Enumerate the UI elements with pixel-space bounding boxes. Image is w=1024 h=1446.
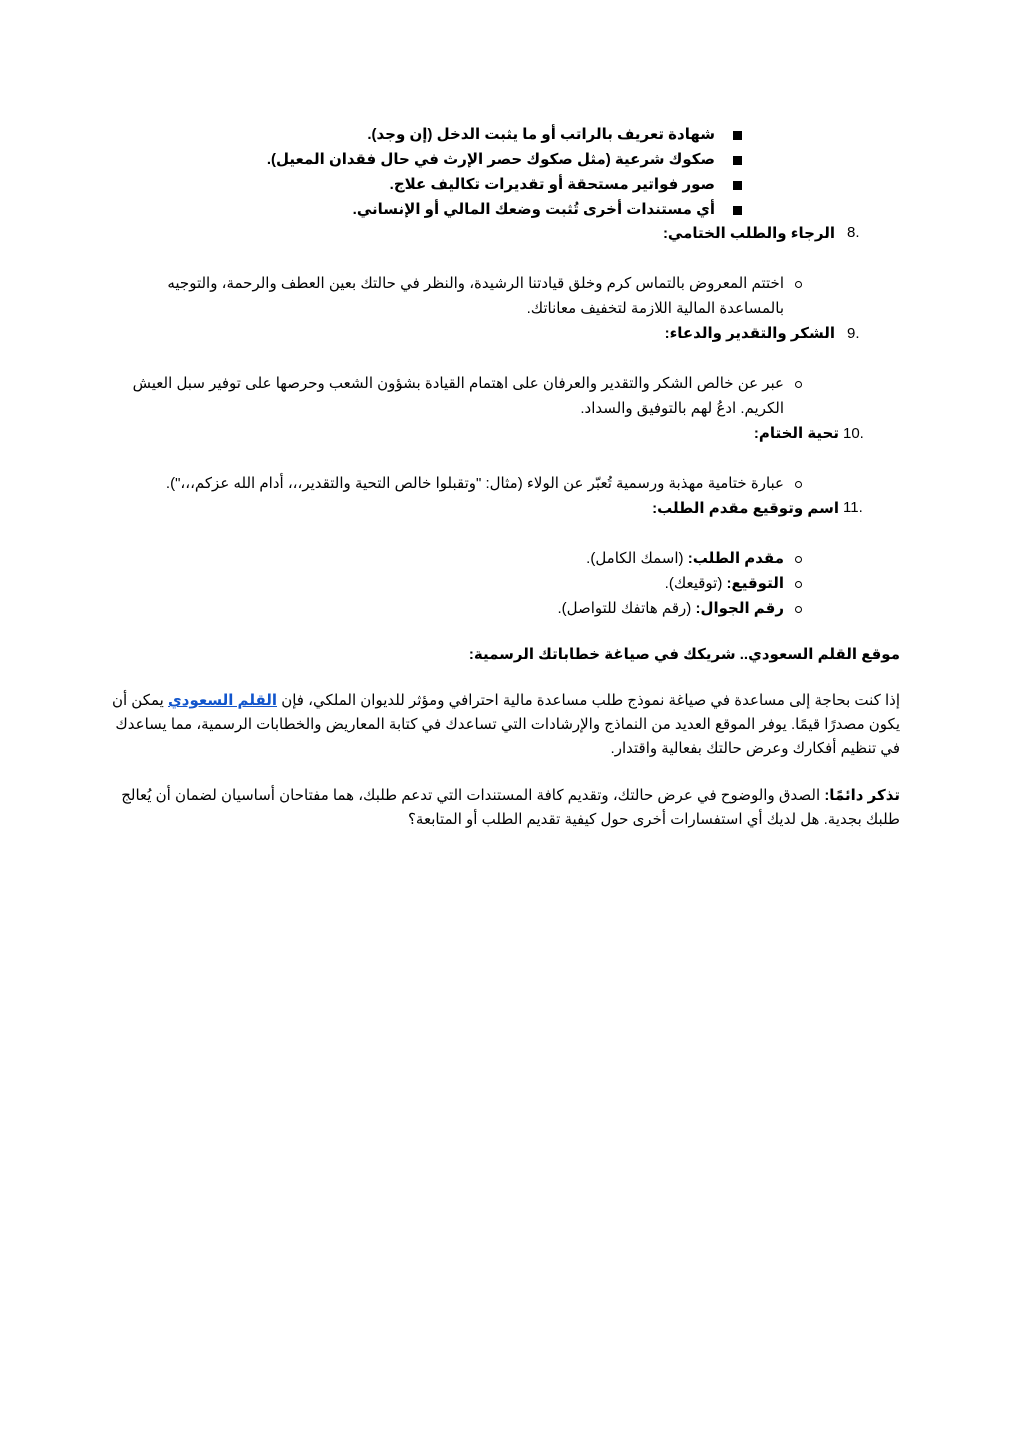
- circle-bullet-icon: [795, 556, 802, 563]
- field-value: (توقيعك).: [664, 575, 723, 592]
- paragraph-line: في تنظيم أفكارك وعرض حالتك بفعالية واقتدار.: [610, 740, 900, 757]
- list-item-text: صور فواتير مستحقة أو تقديرات تكاليف علاج.: [389, 176, 715, 193]
- list-item-text-continued: الكريم. ادعُ لهم بالتوفيق والسداد.: [580, 400, 784, 417]
- paragraph-line: طلبك بجدية. هل لديك أي استفسارات أخرى حول كيفية تقديم الطلب أو المتابعة؟: [407, 811, 900, 828]
- list-item-text: عبر عن خالص الشكر والتقدير والعرفان على اهتمام القيادة بشؤون الشعب وحرصها على توفير سبل العيش: [132, 375, 784, 392]
- circle-bullet-icon: [795, 581, 802, 588]
- reminder-label: تذكر دائمًا:: [824, 787, 900, 804]
- section-heading: الرجاء والطلب الختامي:: [662, 225, 835, 242]
- section-heading: تحية الختام:: [753, 425, 839, 442]
- paragraph-line: [112, 689, 900, 713]
- alqalam-alsaudi-link[interactable]: القلم السعودي: [168, 692, 278, 709]
- list-item-text: صكوك شرعية (مثل صكوك حصر الإرث في حال فقدان المعيل).: [266, 151, 715, 168]
- square-bullet-icon: [733, 156, 742, 165]
- circle-bullet-icon: [795, 381, 802, 388]
- field-label: مقدم الطلب:: [687, 550, 784, 567]
- list-item-text: [665, 572, 784, 596]
- paragraph-text: إذا كنت بحاجة إلى مساعدة في صياغة نموذج طلب مساعدة مالية احترافي ومؤثر للديوان الملكي، فإن: [281, 692, 900, 709]
- circle-bullet-icon: [795, 606, 802, 613]
- field-label: رقم الجوال:: [695, 600, 784, 617]
- square-bullet-icon: [733, 206, 742, 215]
- section-heading: الشكر والتقدير والدعاء:: [664, 325, 835, 342]
- circle-bullet-icon: [795, 281, 802, 288]
- field-value: (رقم هاتفك للتواصل).: [557, 600, 692, 617]
- section-number: 8.: [847, 224, 860, 241]
- list-item-text: أي مستندات أخرى تُثبت وضعك المالي أو الإنساني.: [352, 201, 715, 218]
- list-item-text: شهادة تعريف بالراتب أو ما يثبت الدخل (إن وجد).: [367, 126, 715, 143]
- list-item-text: [586, 547, 784, 571]
- circle-bullet-icon: [795, 481, 802, 488]
- section-number: 9.: [847, 325, 860, 342]
- field-value: (اسمك الكامل).: [586, 550, 684, 567]
- paragraph-line: [121, 784, 900, 808]
- section-number: 11.: [843, 499, 863, 516]
- section-heading: اسم وتوقيع مقدم الطلب:: [652, 500, 839, 517]
- list-item-text: عبارة ختامية مهذبة ورسمية تُعبّر عن الولاء (مثال: "وتقبلوا خالص التحية والتقدير،،، أدام الله عزكم،،،").: [165, 475, 784, 492]
- square-bullet-icon: [733, 181, 742, 190]
- square-bullet-icon: [733, 131, 742, 140]
- paragraph-text: يمكن أن: [111, 692, 164, 709]
- field-label: التوقيع:: [726, 575, 784, 592]
- list-item-text: [557, 597, 784, 621]
- list-item-text-continued: بالمساعدة المالية اللازمة لتخفيف معاناتك.: [526, 300, 784, 317]
- section-number: 10.: [843, 425, 864, 442]
- paragraph-text: الصدق والوضوح في عرض حالتك، وتقديم كافة المستندات التي تدعم طلبك، هما مفتاحان أساسيان لضمان أن يُعالج: [121, 787, 821, 804]
- list-item-text: اختتم المعروض بالتماس كرم وخلق قيادتنا الرشيدة، والنظر في حالتك بعين العطف والرحمة، والتوجيه: [167, 275, 784, 292]
- paragraph-line: يكون مصدرًا قيمًا. يوفر الموقع العديد من النماذج والإرشادات التي تساعدك في كتابة المعاريض والخطابات الرسمية، مما يساعدك: [115, 716, 900, 733]
- promo-heading: موقع القلم السعودي.. شريكك في صياغة خطاباتك الرسمية:: [468, 646, 900, 663]
